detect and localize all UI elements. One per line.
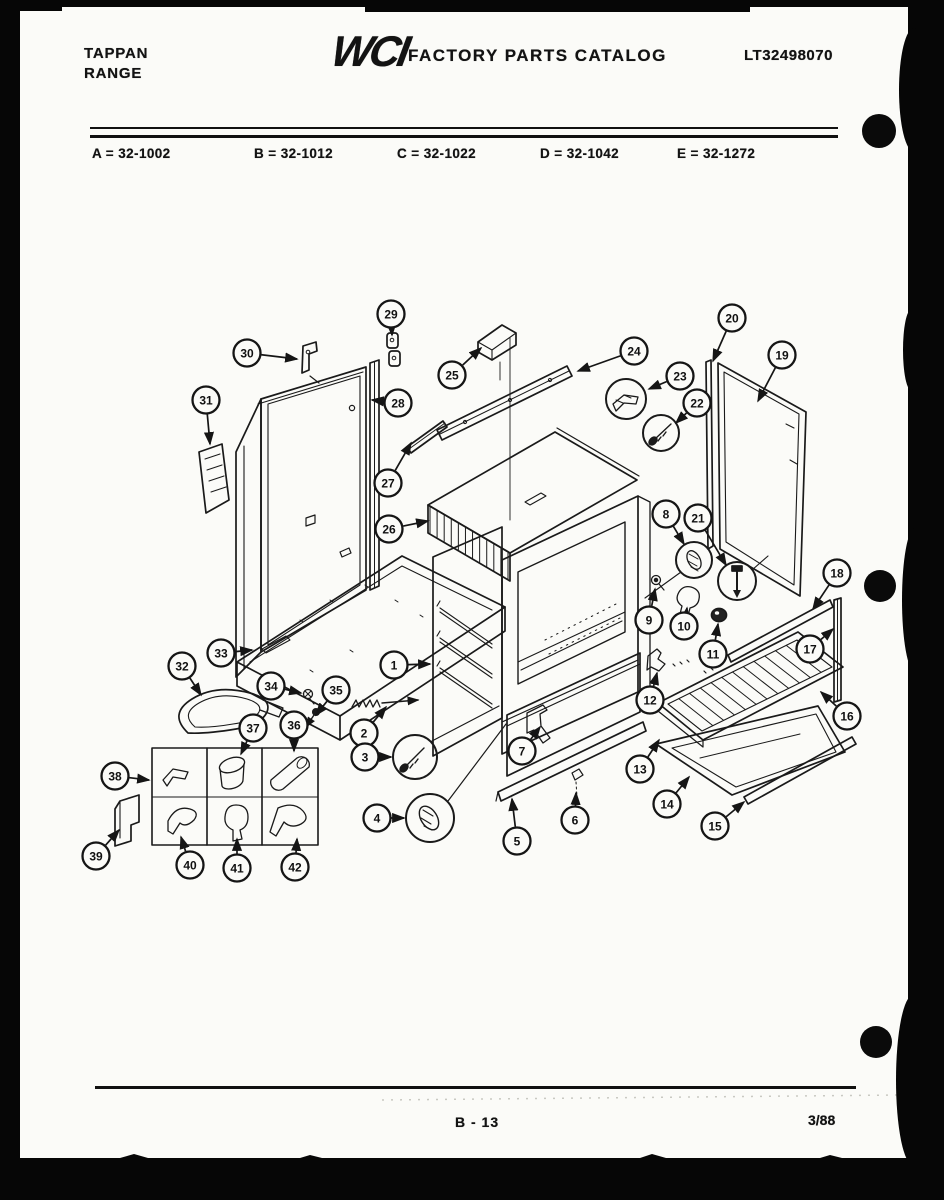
callout-32 [169,653,202,696]
part-mount-clip [115,795,139,846]
svg-text:42: 42 [288,860,302,875]
wci-logo: WCI [327,28,411,76]
svg-text:25: 25 [445,368,459,383]
part-nameplate [199,444,229,513]
svg-text:28: 28 [391,396,405,411]
model-code-b: B = 32-1012 [254,146,334,161]
model-code-d: D = 32-1042 [540,146,620,161]
callout-28 [372,390,412,417]
svg-text:26: 26 [382,522,396,537]
svg-text:1: 1 [390,658,398,673]
part-bulb-10 [677,587,699,616]
model-code-e: E = 32-1272 [677,146,756,161]
callout-30 [234,340,298,367]
callout-33 [208,640,253,667]
doc-number: LT32498070 [744,47,833,64]
svg-text:12: 12 [643,693,657,708]
brand-block [84,44,148,84]
svg-text:4: 4 [373,811,381,826]
svg-text:11: 11 [706,647,720,662]
punch-hole-bottom [860,1026,892,1058]
callout-18 [813,560,851,610]
svg-text:10: 10 [677,619,691,634]
svg-text:32: 32 [175,659,189,674]
part-grommet-11 [712,609,727,622]
callout-31 [193,387,220,445]
callout-19 [758,342,796,402]
callout-5 [504,799,531,855]
header-rule [90,127,838,138]
svg-text:23: 23 [673,369,687,384]
callout-2 [351,707,387,747]
part-corner-bracket [302,342,319,383]
callout-24 [578,338,648,372]
svg-text:41: 41 [230,861,244,876]
svg-text:7: 7 [518,744,526,759]
callout-25 [439,348,482,389]
callout-39 [83,830,120,870]
svg-text:27: 27 [381,476,395,491]
svg-text:29: 29 [384,307,398,322]
page-number: B - 13 [455,1114,500,1130]
callout-26 [376,516,429,543]
svg-text:34: 34 [264,679,278,694]
part-screw-34 [304,690,315,705]
part-right-side-panel [706,360,806,596]
part-screw-9 [652,576,665,591]
callout-34 [258,673,302,700]
callout-27 [375,443,412,497]
part-clip-12 [647,649,689,671]
callout-29 [378,301,405,336]
part-left-side-panel [236,367,366,677]
callout-36 [281,712,308,752]
svg-text:19: 19 [775,348,789,363]
callout-10 [671,608,698,640]
svg-text:18: 18 [830,566,844,581]
svg-text:37: 37 [246,721,260,736]
svg-text:33: 33 [214,646,228,661]
parts-grid [152,748,318,845]
callout-22 [676,390,711,424]
brand-line-1: TAPPAN [84,45,149,62]
svg-text:21: 21 [691,511,705,526]
part-vertical-trim-rail [834,598,841,702]
part-base-pan [237,556,505,740]
callout-4 [364,805,405,832]
catalog-title: FACTORY PARTS CATALOG [408,46,667,65]
model-code-a: A = 32-1002 [92,146,171,161]
svg-text:39: 39 [89,849,103,864]
detail-circle-screw-3 [393,706,499,779]
detail-circle-22 [643,415,679,451]
callout-1 [381,652,431,679]
callout-6 [562,793,589,834]
part-hinge-pin [387,333,400,366]
svg-text:17: 17 [803,642,817,657]
svg-text:30: 30 [240,346,254,361]
svg-text:22: 22 [690,396,704,411]
svg-text:9: 9 [645,613,653,628]
svg-text:8: 8 [662,507,670,522]
callout-8 [653,501,685,545]
callout-14 [654,777,690,818]
callout-38 [102,763,150,790]
detail-circle-23 [606,379,646,419]
footer-rule [95,1086,856,1089]
svg-text:40: 40 [183,858,197,873]
svg-text:13: 13 [633,762,647,777]
model-code-c: C = 32-1022 [397,146,477,161]
part-main-top [428,428,639,581]
svg-text:36: 36 [287,718,301,733]
part-drawer-front [507,653,640,797]
svg-text:3: 3 [361,750,369,765]
svg-text:20: 20 [725,311,739,326]
punch-hole-top [862,114,896,148]
brand-line-2: RANGE [84,65,143,82]
detail-circle-grommet-4 [406,724,506,842]
svg-text:35: 35 [329,683,343,698]
svg-text:15: 15 [708,819,722,834]
svg-text:6: 6 [571,813,579,828]
callout-20 [713,305,746,362]
callout-13 [627,740,660,783]
part-screw-2 [352,700,418,707]
callout-3 [352,744,392,771]
callout-11 [700,624,727,668]
svg-text:16: 16 [840,709,854,724]
svg-text:2: 2 [360,726,368,741]
callout-23 [649,363,694,390]
svg-text:5: 5 [513,834,521,849]
svg-text:31: 31 [199,393,213,408]
callout-15 [702,802,745,840]
svg-text:38: 38 [108,769,122,784]
callout-7 [509,727,541,765]
punch-hole-middle [864,570,896,602]
scan-noise [382,1095,900,1100]
revision-date: 3/88 [808,1112,836,1128]
callout-35 [316,677,350,716]
svg-text:24: 24 [627,344,641,359]
callout-40 [177,837,204,879]
svg-text:14: 14 [660,797,674,812]
part-lower-side-rail [744,737,856,804]
